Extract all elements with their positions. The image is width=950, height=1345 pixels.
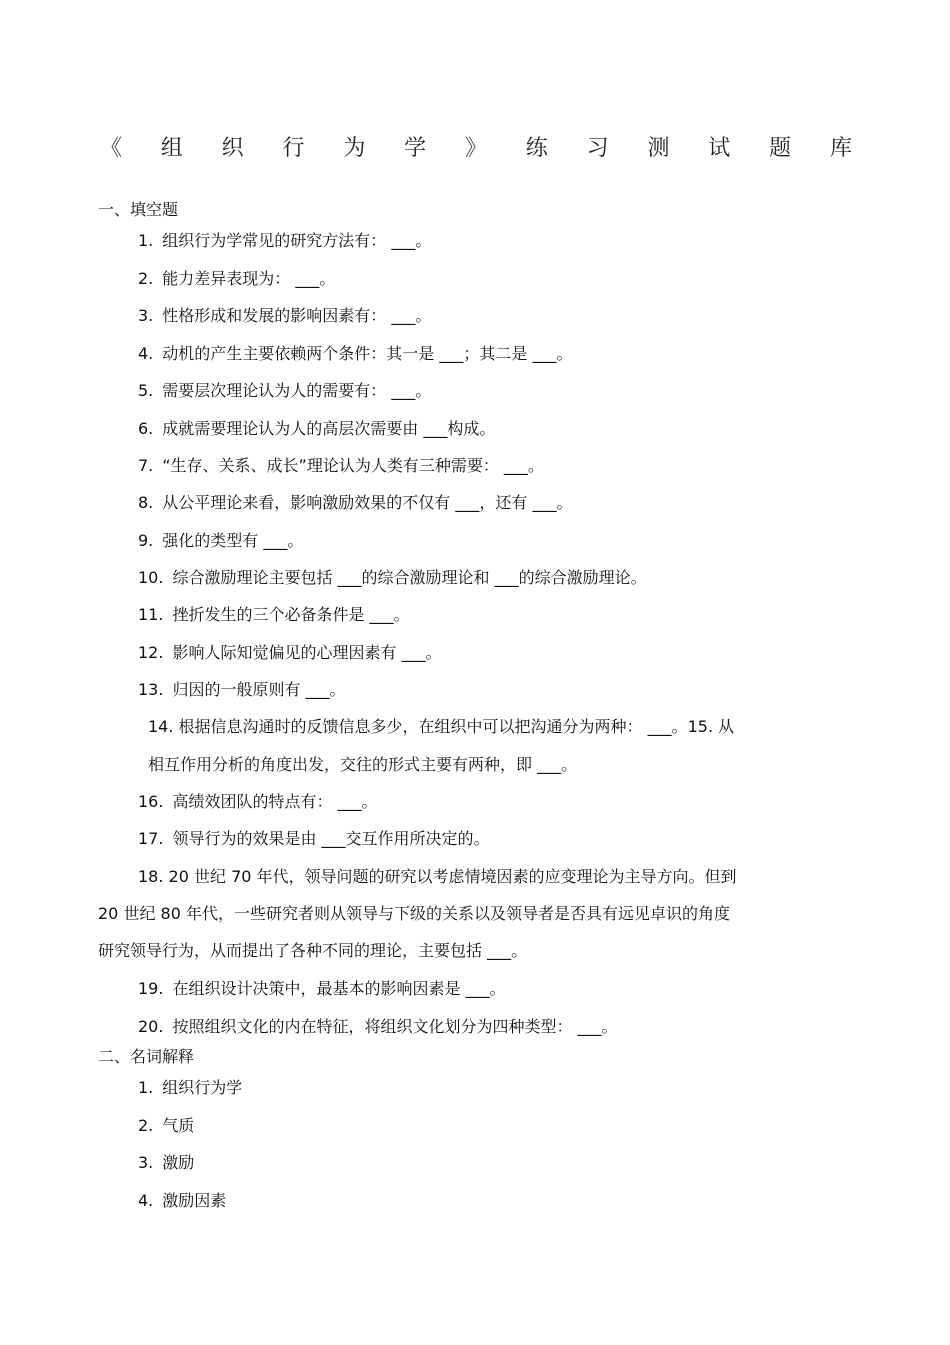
term-number: 4. <box>138 1191 154 1210</box>
question-number: 10. <box>138 568 164 587</box>
question-item <box>138 418 495 440</box>
question-number: 3. <box>138 306 154 325</box>
question-number: 5. <box>138 381 154 400</box>
question-number: 7. <box>138 456 154 475</box>
title-char: 测 <box>647 136 670 161</box>
title-char: 行 <box>282 136 305 161</box>
question-text: 需要层次理论认为人的需要有： ___。 <box>162 381 432 400</box>
question-text: 领导行为的效果是由 ___交互作用所决定的。 <box>172 829 490 848</box>
question-item <box>138 1016 618 1038</box>
question-number: 17. <box>138 829 164 848</box>
title-char: 题 <box>769 136 792 161</box>
question-item <box>138 305 431 327</box>
question-text: “生存、关系、成长”理论认为人类有三种需要： ___。 <box>162 456 544 475</box>
question-text: 归因的一般原则有 ___。 <box>172 680 346 699</box>
question-text: 强化的类型有 ___。 <box>162 531 304 550</box>
question-item <box>138 642 442 664</box>
question-text: 从公平理论来看，影响激励效果的不仅有 ___，还有 ___。 <box>162 493 573 512</box>
question-14-line-1: 14. 根据信息沟通时的反馈信息多少，在组织中可以把沟通分为两种： ___。15. 从 <box>148 717 735 736</box>
title-char: 习 <box>586 136 609 161</box>
question-text: 按照组织文化的内在特征，将组织文化划分为四种类型： ___。 <box>172 1017 618 1036</box>
question-18-line-2: 20 世纪 80 年代，一些研究者则从领导与下级的关系以及领导者是否具有远见卓识的角度 <box>98 904 730 923</box>
term-number: 2. <box>138 1116 154 1135</box>
question-number: 11. <box>138 605 164 624</box>
question-item <box>138 791 378 813</box>
question-number: 9. <box>138 531 154 550</box>
question-item <box>138 268 335 290</box>
question-18-line-3: 研究领导行为，从而提出了各种不同的理论，主要包括 ___。 <box>98 941 528 960</box>
question-item <box>138 604 410 626</box>
document-title <box>100 134 852 164</box>
title-char: 组 <box>160 136 183 161</box>
question-number: 12. <box>138 643 164 662</box>
question-item <box>138 828 490 850</box>
question-item <box>138 380 431 402</box>
question-number: 20. <box>138 1017 164 1036</box>
question-item <box>138 567 647 589</box>
title-char: 学 <box>404 136 427 161</box>
section-heading-fill-in: 一、填空题 <box>98 200 179 219</box>
question-18-line-1: 18. 20 世纪 70 年代，领导问题的研究以考虑情境因素的应变理论为主导方向。但到 <box>138 867 737 886</box>
question-15-line: 相互作用分析的角度出发，交往的形式主要有两种，即 ___。 <box>148 755 578 774</box>
term-item <box>138 1115 194 1137</box>
question-item <box>138 492 572 514</box>
question-item <box>138 343 572 365</box>
title-char: 库 <box>829 136 852 161</box>
question-text: 能力差异表现为： ___。 <box>162 269 336 288</box>
term-item <box>138 1152 194 1174</box>
question-number: 13. <box>138 680 164 699</box>
question-item <box>138 230 431 252</box>
term-text: 组织行为学 <box>162 1078 243 1097</box>
question-item <box>138 530 303 552</box>
section-heading-terms: 二、名词解释 <box>98 1047 195 1066</box>
question-item <box>138 455 544 477</box>
question-item <box>138 679 346 701</box>
question-text: 高绩效团队的特点有： ___。 <box>172 792 378 811</box>
question-text: 性格形成和发展的影响因素有： ___。 <box>162 306 432 325</box>
question-number: 1. <box>138 231 154 250</box>
term-number: 1. <box>138 1078 154 1097</box>
title-char: 》 <box>464 136 487 161</box>
question-number: 2. <box>138 269 154 288</box>
question-text: 影响人际知觉偏见的心理因素有 ___。 <box>172 643 442 662</box>
question-number: 19. <box>138 979 164 998</box>
term-text: 气质 <box>162 1116 195 1135</box>
question-item <box>138 978 506 1000</box>
question-text: 综合激励理论主要包括 ___的综合激励理论和 ___的综合激励理论。 <box>172 568 647 587</box>
question-number: 4. <box>138 344 154 363</box>
term-text: 激励因素 <box>162 1191 227 1210</box>
term-item <box>138 1190 226 1212</box>
question-text: 成就需要理论认为人的高层次需要由 ___构成。 <box>162 419 496 438</box>
title-char: 《 <box>100 136 123 161</box>
question-number: 6. <box>138 419 154 438</box>
question-number: 16. <box>138 792 164 811</box>
title-char: 练 <box>525 136 548 161</box>
question-text: 组织行为学常见的研究方法有： ___。 <box>162 231 432 250</box>
question-text: 挫折发生的三个必备条件是 ___。 <box>172 605 410 624</box>
question-text: 动机的产生主要依赖两个条件：其一是 ___；其二是 ___。 <box>162 344 573 363</box>
title-char: 织 <box>221 136 244 161</box>
term-item <box>138 1077 242 1099</box>
term-number: 3. <box>138 1153 154 1172</box>
term-text: 激励 <box>162 1153 195 1172</box>
title-char: 试 <box>708 136 731 161</box>
title-char: 为 <box>343 136 366 161</box>
question-number: 8. <box>138 493 154 512</box>
question-text: 在组织设计决策中，最基本的影响因素是 ___。 <box>172 979 506 998</box>
